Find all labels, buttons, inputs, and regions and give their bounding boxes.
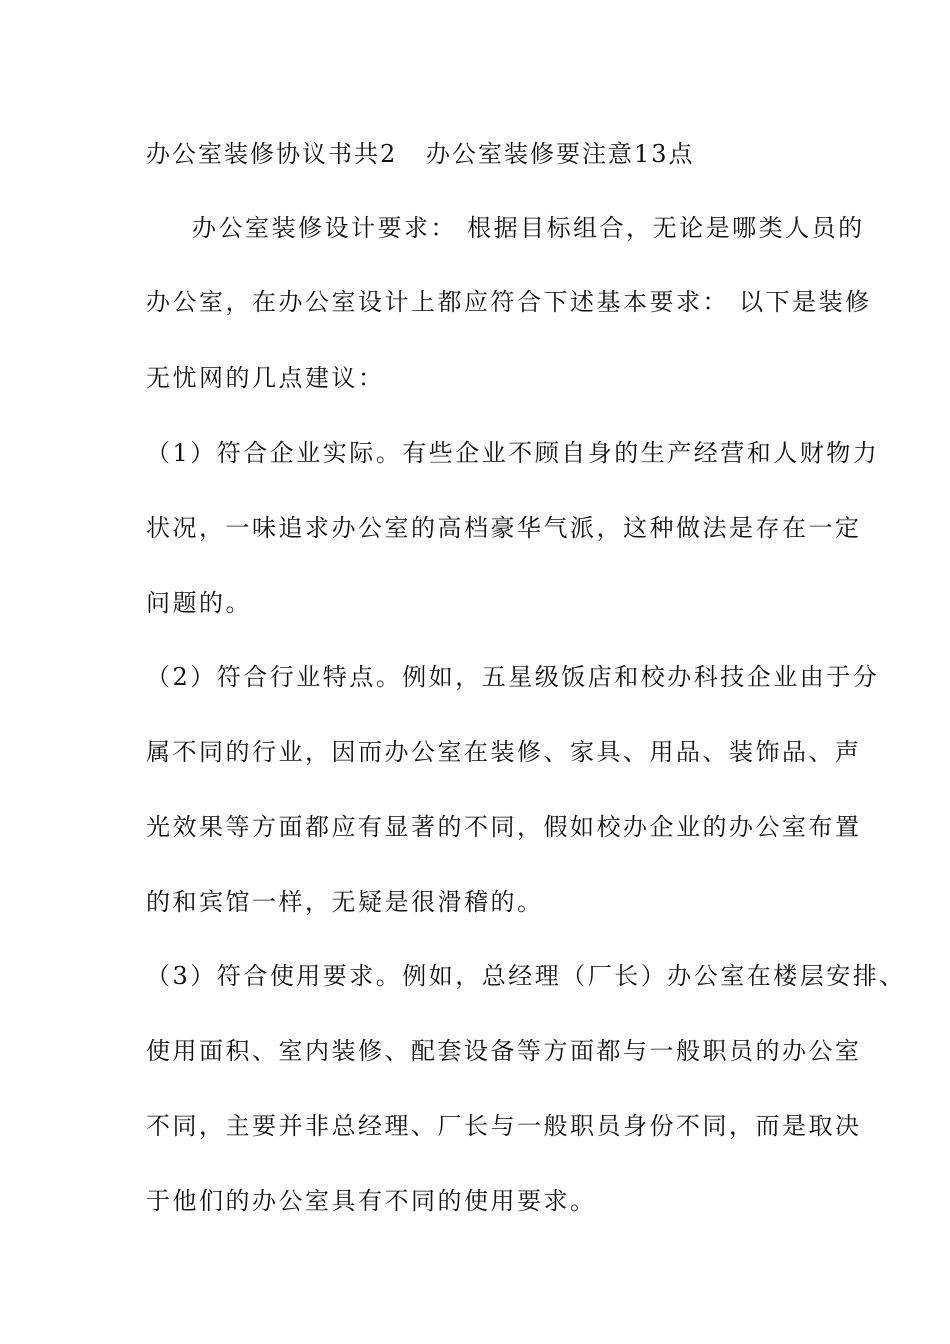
- document-title-right: 办公室装修要注意13点: [426, 140, 695, 168]
- paragraph-line: 使用面积、室内装修、配套设备等方面都与一般职员的办公室: [146, 1037, 862, 1065]
- paragraph-line: （2）符合行业特点。例如，五星级饭店和校办科技企业由于分: [146, 663, 880, 691]
- paragraph-line: 办公室，在办公室设计上都应符合下述基本要求： 以下是装修: [146, 288, 872, 316]
- paragraph-line: （3）符合使用要求。例如，总经理（厂长）办公室在楼层安排、: [146, 962, 906, 990]
- paragraph-line: 状况，一味追求办公室的高档豪华气派，这种做法是存在一定: [146, 514, 862, 542]
- document-title-left: 办公室装修协议书共2: [146, 140, 398, 168]
- paragraph-line: （1）符合企业实际。有些企业不顾自身的生产经营和人财物力: [146, 439, 880, 467]
- paragraph-line: 属不同的行业，因而办公室在装修、家具、用品、装饰品、声: [146, 738, 862, 766]
- paragraph-line: 光效果等方面都应有显著的不同，假如校办企业的办公室布置: [146, 813, 862, 841]
- paragraph-line: 不同，主要并非总经理、厂长与一般职员身份不同，而是取决: [146, 1112, 862, 1140]
- paragraph-line: 的和宾馆一样，无疑是很滑稽的。: [146, 888, 544, 916]
- paragraph-line: 办公室装修设计要求： 根据目标组合，无论是哪类人员的: [192, 214, 865, 242]
- paragraph-line: 无忧网的几点建议：: [146, 364, 385, 392]
- paragraph-line: 于他们的办公室具有不同的使用要求。: [146, 1187, 597, 1215]
- paragraph-line: 问题的。: [146, 589, 252, 617]
